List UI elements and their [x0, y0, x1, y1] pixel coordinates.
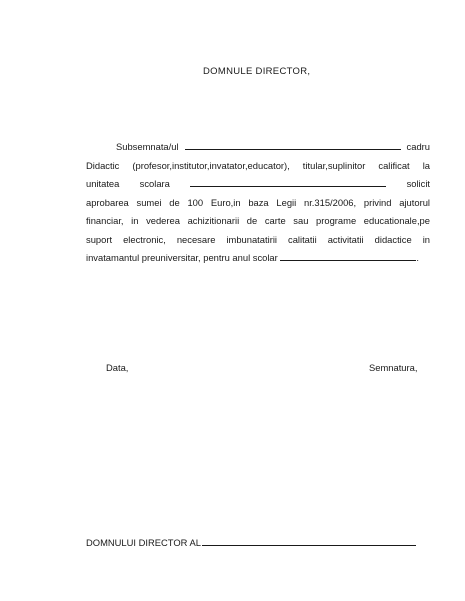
name-blank-field[interactable] [185, 140, 401, 150]
school-unit-prefix: unitatea scolara [86, 178, 170, 189]
footer-label: DOMNULUI DIRECTOR AL [86, 537, 201, 548]
request-paragraph [86, 138, 430, 268]
document-heading: DOMNULE DIRECTOR, [203, 66, 311, 77]
footer-blank-field[interactable] [202, 536, 416, 546]
paragraph-line [86, 175, 430, 194]
footer-address [86, 536, 416, 548]
support-text: suport electronic, necesare imbunatatirii calitatii activitatii didactice in [86, 233, 430, 245]
signature-label: Semnatura, [369, 362, 418, 373]
solicit-word: solicit [406, 178, 431, 189]
paragraph-line [86, 157, 430, 176]
paragraph-line [86, 249, 430, 268]
date-label: Data, [106, 362, 129, 373]
paragraph-line [86, 138, 430, 157]
school-year-blank-field[interactable] [280, 251, 416, 261]
approval-text: aprobarea sumei de 100 Euro,in baza Legii nr.315/2006, privind ajutorul [86, 196, 430, 208]
teacher-role-text: Didactic (profesor,institutor,invatator,educator), titular,suplinitor calificat la [86, 159, 430, 171]
name-prefix: Subsemnata/ul [116, 141, 179, 152]
paragraph-line [86, 194, 430, 213]
closing-period: . [416, 252, 419, 263]
school-year-prefix: invatamantul preuniversitar, pentru anul scolar [86, 252, 278, 263]
cadru-word: cadru [406, 141, 430, 152]
paragraph-line [86, 231, 430, 250]
financial-text: financiar, in vederea achizitionarii de carte sau programe educationale,pe [86, 215, 430, 226]
paragraph-line [86, 212, 430, 231]
school-unit-blank-field[interactable] [190, 177, 386, 187]
